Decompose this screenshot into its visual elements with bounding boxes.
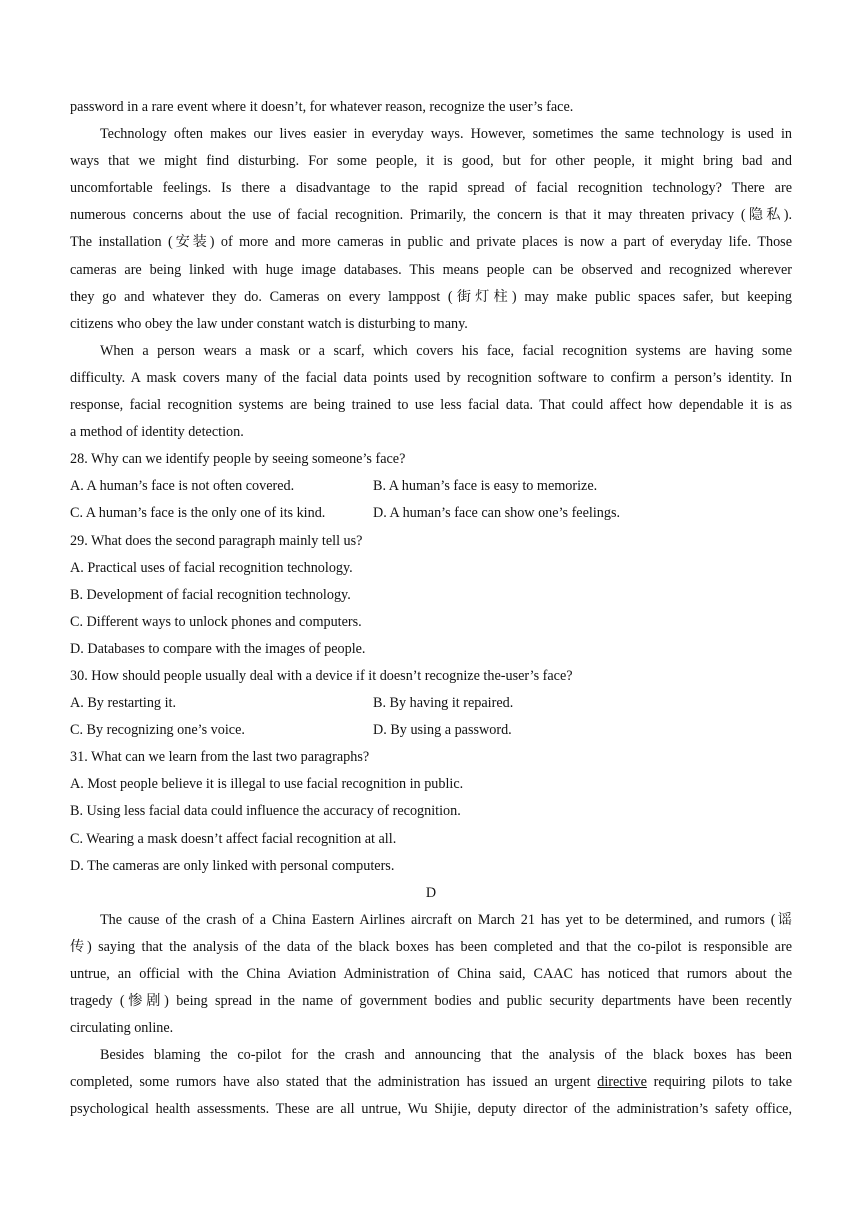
option-a: A. Most people believe it is illegal to use facial recognition in public. (70, 776, 464, 793)
question-29 (70, 528, 792, 663)
option-a: A. Practical uses of facial recognition technology. (70, 559, 353, 576)
passage-d-paragraph-2 (70, 1042, 792, 1123)
text-line: tragedy (惨剧) being spread in the name of government bodies and public security departments have been recently (70, 993, 792, 1010)
text-line: When a person wears a mask or a scarf, which covers his face, facial recognition systems are having some (100, 342, 792, 359)
text-line: ways that we might find disturbing. For some people, it is good, but for other people, it might bring bad and (70, 153, 792, 170)
text-line: circulating online. (70, 1020, 174, 1037)
text-line: Besides blaming the co-pilot for the crash and announcing that the analysis of the black boxes has been (100, 1047, 792, 1064)
underlined-word: directive (597, 1074, 647, 1091)
text-line: numerous concerns about the use of facial recognition. Primarily, the concern is that it may threaten privacy (隐私). (70, 207, 792, 224)
text-line: response, facial recognition systems are being trained to use less facial data. That could affect how dependable it is as (70, 397, 792, 414)
text-segment: completed, some rumors have also stated that the administration has issued an urgent (70, 1074, 598, 1091)
question-stem: 30. How should people usually deal with a device if it doesn’t recognize the-user’s face? (70, 667, 573, 684)
option-d: D. Databases to compare with the images of people. (70, 640, 366, 657)
question-stem: 31. What can we learn from the last two paragraphs? (70, 749, 370, 766)
option-b: B. By having it repaired. (373, 695, 514, 712)
text-line (70, 1069, 792, 1096)
text-line: Technology often makes our lives easier in everyday ways. However, sometimes the same technology is used in (100, 126, 792, 143)
option-b: B. Using less facial data could influence the accuracy of recognition. (70, 803, 461, 820)
text-segment: requiring pilots to take (646, 1074, 792, 1091)
option-d: D. The cameras are only linked with personal computers. (70, 857, 395, 874)
text-line: 传) saying that the analysis of the data of the black boxes has been completed and that the co-pilot is responsible are (70, 938, 792, 955)
question-stem: 28. Why can we identify people by seeing someone’s face? (70, 451, 406, 468)
option-c: C. Different ways to unlock phones and computers. (70, 613, 362, 630)
text-line: The installation (安装) of more and more cameras in public and private places is now a part of everyday life. Those (70, 234, 792, 251)
option-c: C. Wearing a mask doesn’t affect facial recognition at all. (70, 830, 397, 847)
text-line: a method of identity detection. (70, 424, 244, 441)
exam-page (70, 94, 792, 1124)
passage-c-paragraph-3 (70, 338, 792, 446)
text-line: citizens who obey the law under constant watch is disturbing to many. (70, 315, 468, 332)
question-31 (70, 744, 792, 879)
option-d: D. A human’s face can show one’s feelings. (373, 505, 621, 522)
option-c: C. A human’s face is the only one of its kind. (70, 505, 326, 522)
option-d: D. By using a password. (373, 722, 512, 739)
question-30 (70, 663, 792, 744)
text-line: untrue, an official with the China Aviation Administration of China said, CAAC has noticed that rumors about the (70, 966, 792, 982)
option-b: B. Development of facial recognition technology. (70, 586, 351, 603)
passage-c-continuation: password in a rare event where it doesn’t, for whatever reason, recognize the user’s face. (70, 99, 574, 115)
text-line: psychological health assessments. These are all untrue, Wu Shijie, deputy director of the administration’s safety office, (70, 1101, 792, 1118)
passage-d-paragraph-1 (70, 907, 792, 1042)
option-b: B. A human’s face is easy to memorize. (373, 478, 598, 495)
option-c: C. By recognizing one’s voice. (70, 722, 245, 739)
text-line: The cause of the crash of a China Eastern Airlines aircraft on March 21 has yet to be determined, and rumors (谣 (100, 911, 792, 928)
text-line: uncomfortable feelings. Is there a disadvantage to the rapid spread of facial recognition technology? There are (70, 180, 792, 197)
section-heading: D (425, 884, 437, 901)
option-a: A. By restarting it. (70, 695, 176, 712)
option-a: A. A human’s face is not often covered. (70, 478, 295, 495)
text-line: cameras are being linked with huge image databases. This means people can be observed and recognized wherever (70, 261, 792, 278)
text-line: difficulty. A mask covers many of the facial data points used by recognition software to confirm a person’s identity. In (70, 369, 792, 386)
question-28 (70, 446, 792, 527)
passage-c-paragraph-2 (70, 121, 792, 338)
question-stem: 29. What does the second paragraph mainly tell us? (70, 532, 363, 549)
text-line: they go and whatever they do. Cameras on every lamppost (街灯柱) may make public spaces safer, but keeping (70, 288, 792, 305)
